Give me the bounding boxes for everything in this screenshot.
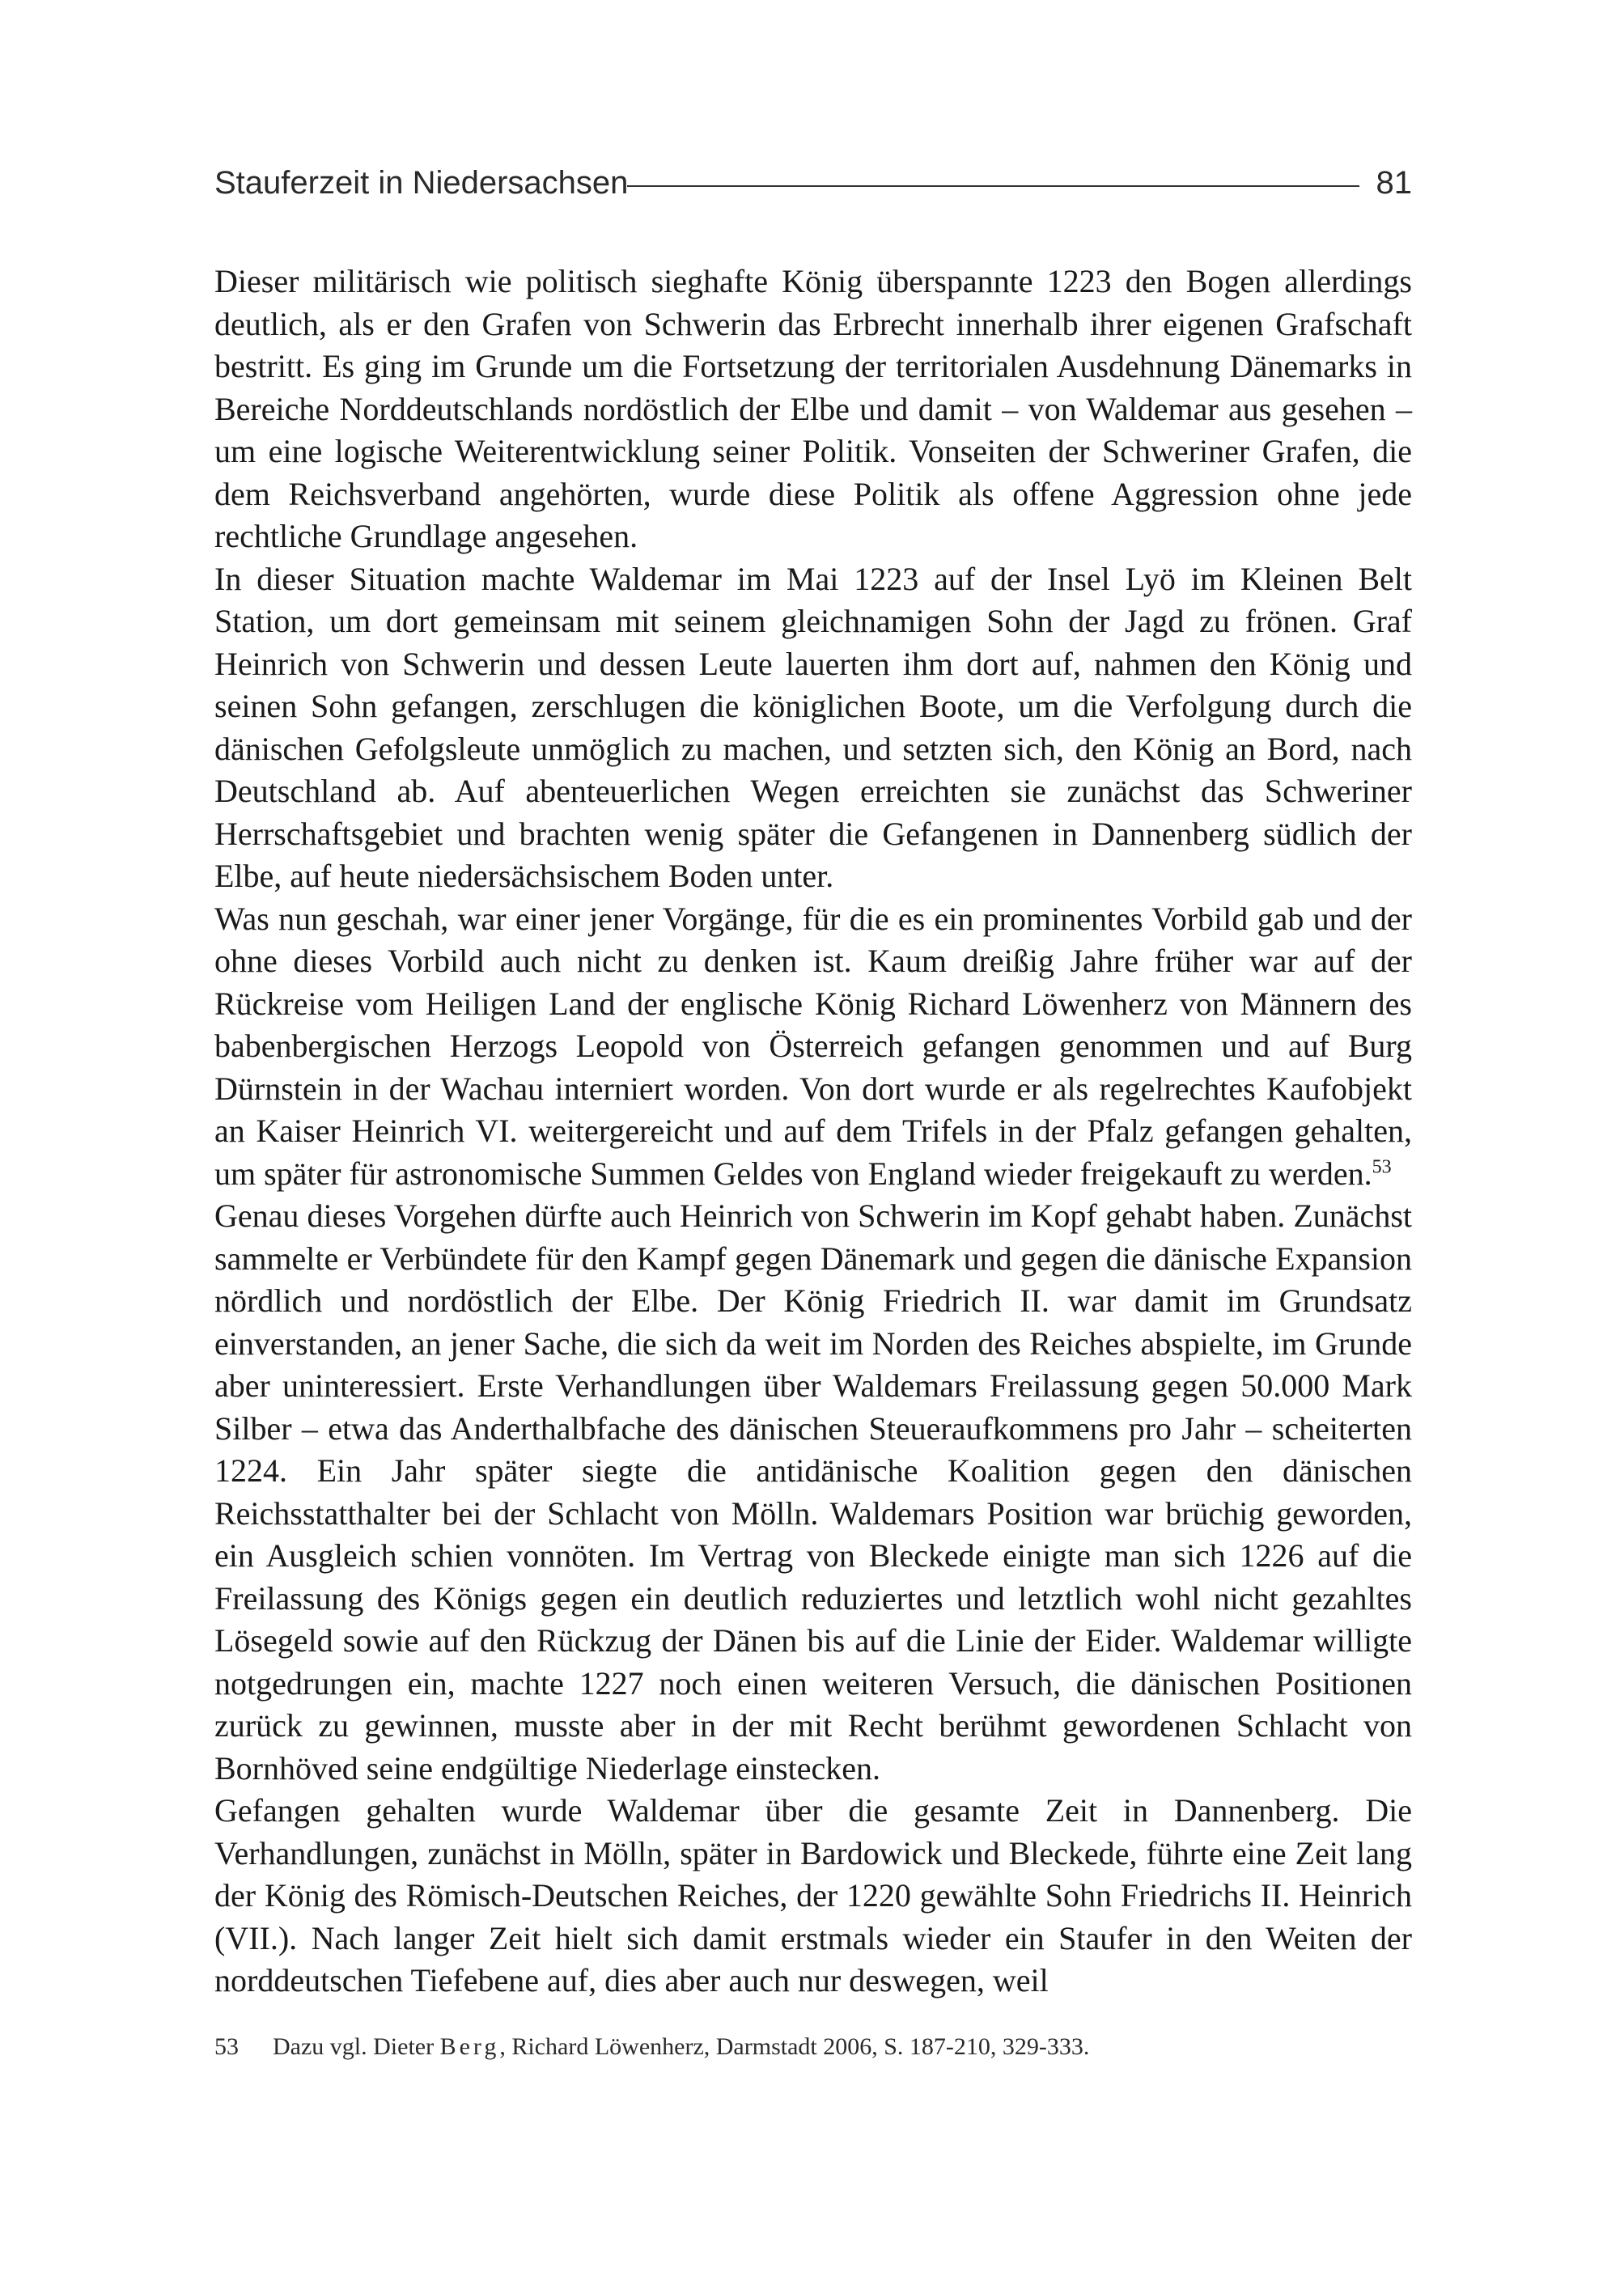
paragraph-1: Dieser militärisch wie politisch sieghafte König überspannte 1223 den Bogen allerdings deutlich, als er den Grafen von Schwerin das Erbrecht innerhalb ihrer eigenen Grafschaft bestritt. Es ging im Grunde um die Fortsetzung der territorialen Ausdehnung Dänemarks in Bereiche Norddeutschlands nordöstlich der Elbe und damit – von Waldemar aus gesehen – um eine logische Weiterentwicklung seiner Politik. Vonseiten der Schweriner Grafen, die dem Reichsverband angehörten, wurde diese Politik als offene Aggression ohne jede rechtliche Grundlage angesehen. <box>214 263 1412 554</box>
footnote-author-surname: Berg <box>439 2033 500 2060</box>
footnotes <box>214 2031 1412 2063</box>
footnote-citation: , Richard Löwenherz, Darmstadt 2006, S. 187-210, 329-333. <box>499 2033 1090 2060</box>
page-number: 81 <box>1376 165 1412 201</box>
paragraph-2: In dieser Situation machte Waldemar im Mai 1223 auf der Insel Lyö im Kleinen Belt Station, um dort gemeinsam mit seinem gleichnamigen Sohn der Jagd zu frönen. Graf Heinrich von Schwerin und dessen Leute lauerten ihm dort auf, nahmen den König und seinen Sohn gefangen, zerschlugen die königlichen Boote, um die Verfolgung durch die dänischen Gefolgsleute unmöglich zu machen, und setzten sich, den König an Bord, nach Deutschland ab. Auf abenteuerlichen Wegen erreichten sie zunächst das Schweriner Herrschaftsgebiet und brachten wenig später die Gefangenen in Dannenberg südlich der Elbe, auf heute niedersächsischem Boden unter. <box>214 560 1412 894</box>
paragraph-3 <box>214 898 1412 1196</box>
header-rule <box>627 185 1359 187</box>
footnote <box>214 2031 1412 2063</box>
running-header <box>214 159 1412 215</box>
paragraph-4: Genau dieses Vorgehen dürfte auch Heinrich von Schwerin im Kopf gehabt haben. Zunächst sammelte er Verbündete für den Kampf gegen Dänemark und gegen die dänische Expansion nördlich und nordöstlich der Elbe. Der König Friedrich II. war damit im Grundsatz einverstanden, an jener Sache, die sich da weit im Norden des Reiches abspielte, im Grunde aber uninteressiert. Erste Verhandlungen über Waldemars Freilassung gegen 50.000 Mark Silber – etwa das Anderthalbfache des dänischen Steueraufkommens pro Jahr – scheiterten 1224. Ein Jahr später siegte die antidänische Koalition gegen den dänischen Reichsstatthalter bei der Schlacht von Mölln. Waldemars Position war brüchig geworden, ein Ausgleich schien vonnöten. Im Vertrag von Bleckede einigte man sich 1226 auf die Freilassung des Königs gegen ein deutlich reduziertes und letztlich wohl nicht gezahltes Lösegeld sowie auf den Rückzug der Dänen bis auf die Linie der Eider. Waldemar willigte notgedrungen ein, machte 1227 noch einen weiteren Versuch, die dänischen Positionen zurück zu gewinnen, musste aber in der mit Recht berühmt gewordenen Schlacht von Bornhöved seine endgültige Niederlage einstecken. <box>214 1197 1412 1787</box>
running-title: Stauferzeit in Niedersachsen <box>214 165 629 201</box>
paragraph-3-text: Was nun geschah, war einer jener Vorgänge, für die es ein prominentes Vorbild gab und der ohne dieses Vorbild auch nicht zu denken ist. Kaum dreißig Jahre früher war auf der Rückreise vom Heiligen Land der englische König Richard Löwenherz von Männern des babenbergischen Herzogs Leopold von Österreich gefangen genommen und auf Burg Dürnstein in der Wachau interniert worden. Von dort wurde er als regelrechtes Kaufobjekt an Kaiser Heinrich VI. weitergereicht und auf dem Trifels in der Pfalz gefangen gehalten, um später für astronomische Summen Geldes von England wieder freigekauft zu werden. <box>214 900 1412 1192</box>
footnote-number: 53 <box>214 2033 239 2060</box>
paragraph-5: Gefangen gehalten wurde Waldemar über die gesamte Zeit in Dannenberg. Die Verhandlungen, zunächst in Mölln, später in Bardowick und Bleckede, führte eine Zeit lang der König des Römisch-Deutschen Reiches, der 1220 gewählte Sohn Friedrichs II. Heinrich (VII.). Nach langer Zeit hielt sich damit erstmals wieder ein Staufer in den Weiten der norddeutschen Tiefebene auf, dies aber auch nur deswegen, weil <box>214 1792 1412 1998</box>
footnote-lead: Dazu vgl. Dieter <box>273 2033 435 2060</box>
footnote-reference[interactable]: 53 <box>1372 1156 1392 1178</box>
body-text <box>214 261 1412 2003</box>
